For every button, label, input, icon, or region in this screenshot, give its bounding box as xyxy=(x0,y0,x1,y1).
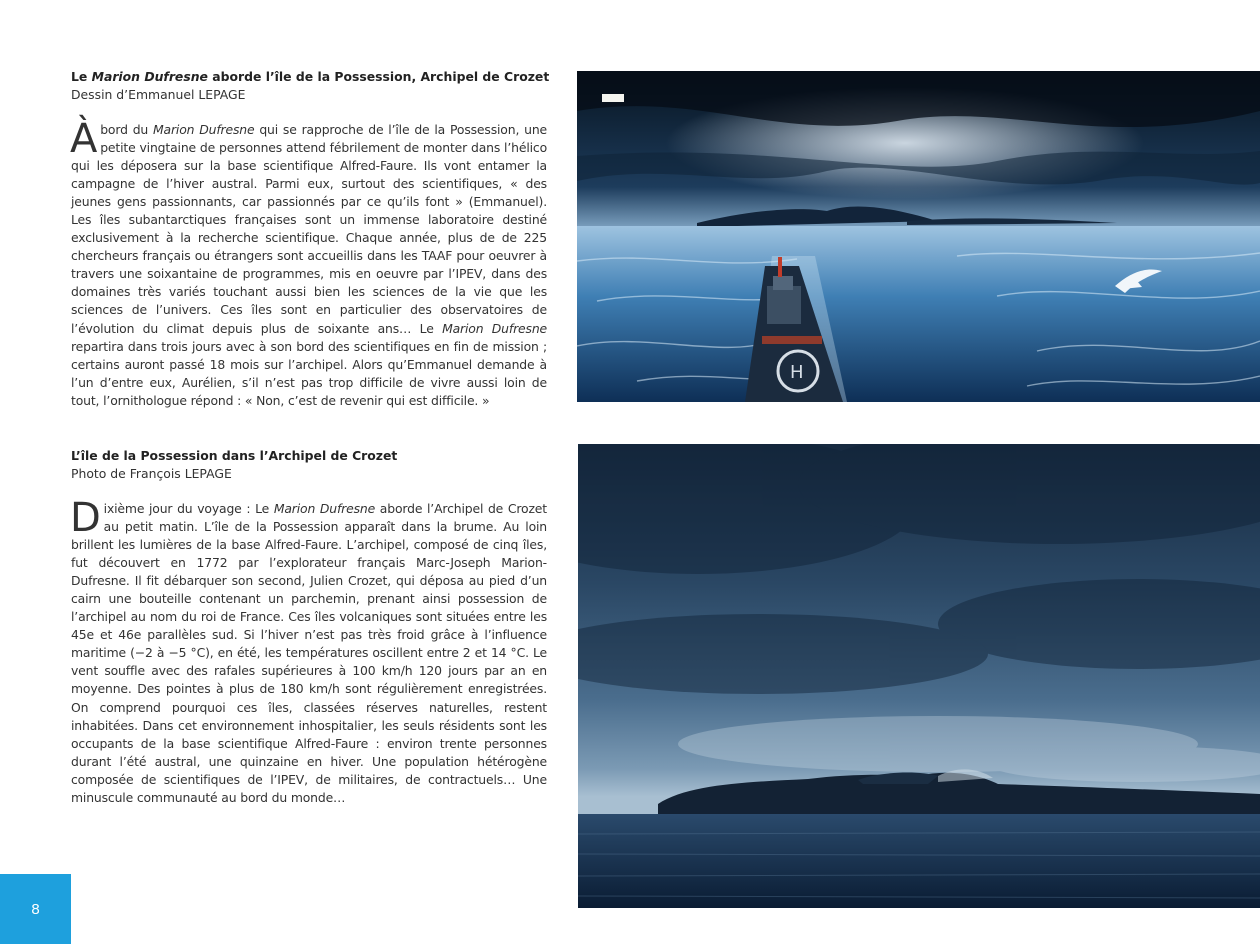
caption-credit: Dessin d’Emmanuel LEPAGE xyxy=(71,87,246,102)
page-number: 8 xyxy=(31,900,40,918)
ship-painting-image xyxy=(577,71,1260,402)
svg-text:H: H xyxy=(790,362,804,383)
caption-title: Le Marion Dufresne aborde l’île de la Possession, Archipel de Crozet xyxy=(71,69,550,84)
caption-credit: Photo de François LEPAGE xyxy=(71,466,232,481)
drop-cap: D xyxy=(70,495,101,541)
body-paragraph: Àbord du Marion Dufresne qui se rapproche de l’île de la Possession, une petite vingtaine de personnes attend fébrilement de monter dans l’hélico qui les déposera sur la base scientifique Alfred-Faure. Ils vont entamer la campagne de l’hiver austral. Parmi eux, surtout des scientifiques, « des jeunes gens passionnants, car passionnés par ce qu’ils font » (Emmanuel). Les îles subantarctiques françaises sont un immense laboratoire destiné exclusivement à la recherche scientifique. Chaque année, plus de de 225 chercheurs français ou étrangers sont accueillis dans les TAAF pour oeuvrer à travers une soixantaine de programmes, mis en oeuvre par l’IPEV, dans des domaines très variés touchant aussi bien les sciences de la vie que les sciences de l’univers. Ces îles sont en particulier des observatoires de l’évolution du climat depuis plus de soixante ans… Le Marion Dufresne repartira dans trois jours avec à son bord des scientifiques en fin de mission ; certains auront passé 18 mois sur l’archipel. Alors qu’Emmanuel demande à l’un d’entre eux, Aurélien, s’il n’est pas trop difficile de vivre aussi loin de tout, l’ornithologue répond : « Non, c’est de revenir qui est difficile. » xyxy=(70,116,547,408)
caption-title: L’île de la Possession dans l’Archipel de Crozet xyxy=(71,448,398,463)
article-section-2 xyxy=(71,447,547,807)
body-paragraph: Dixième jour du voyage : Le Marion Dufresne aborde l’Archipel de Crozet au petit matin. L’île de la Possession apparaît dans la brume. Au loin brillent les lumières de la base Alfred-Faure. L’archipel, composé de cinq îles, fut découvert en 1772 par l’explorateur français Marc-Joseph Marion-Dufresne. Il fit débarquer son second, Julien Crozet, qui déposa au pied d’un cairn une bouteille contenant un parchemin, prenant ainsi possession de l’archipel au nom du roi de France. Ces îles volcaniques sont situées entre les 45e et 46e parallèles sud. Si l’hiver n’est pas très froid grâce à l’influence maritime (−2 à −5 °C), en été, les températures oscillent entre 2 et 14 °C. Le vent souffle avec des rafales supérieures à 100 km/h 120 jours par an en moyenne. Des pointes à plus de 180 km/h sont régulièrement enregistrées. On comprend pourquoi ces îles, classées réserves naturelles, restent inhabitées. Dans cet environnement inhospitalier, les seuls résidents sont les occupants de la base scientifique Alfred-Faure : environ trente personnes durant l’été austral, une quinzaine en hiver. Une population hétérogène composée de scientifiques de l’IPEV, de militaires, de contractuels… Une minuscule communauté au bord du monde… xyxy=(70,495,547,805)
island-photo-image xyxy=(578,444,1260,908)
page-number-badge xyxy=(0,874,71,944)
drop-cap: À xyxy=(70,116,98,162)
article-section-1 xyxy=(70,68,550,410)
